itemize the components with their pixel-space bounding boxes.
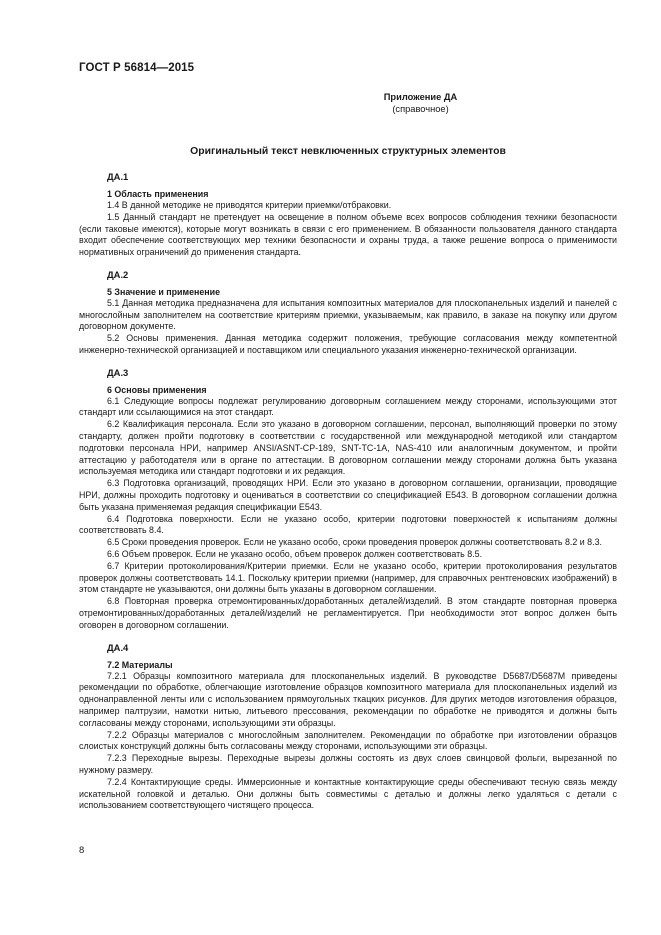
section-title: 6 Основы применения [107,384,207,395]
block-da2 [79,269,617,357]
standard-designation: ГОСТ Р 56814—2015 [79,62,195,74]
appendix-heading [224,92,617,115]
paragraph: 7.2.3 Переходные вырезы. Переходные вырезы должны состоять из двух слоев свинцовой фольги, вырезанной по нужному размеру. [79,753,617,775]
block-da3 [79,367,617,632]
block-da4 [79,642,617,812]
main-title: Оригинальный текст невключенных структурных элементов [190,146,506,157]
paragraph: 5.1 Данная методика предназначена для испытания композитных материалов для плоскопанельных изделий и панелей с многослойным заполнителем на соответствие критериям приемки, указываемым, как правило, в заказе на покупку или другом договорном документе. [79,297,617,332]
paragraph: 1.4 В данной методике не приводятся критерии приемки/отбраковки. [107,199,392,210]
block-da1 [79,171,617,259]
appendix-title: Приложение ДА [383,92,458,102]
section-title: 1 Область применения [107,189,209,199]
block-label: ДА.1 [107,171,129,182]
paragraph: 7.2.4 Контактирующие среды. Иммерсионные и контактные контактирующие среды обеспечивают тесную связь между искательной головкой и деталью. Они должны быть совместимы с деталью и должны легко удаляться с детали с использованием соответствующего чистящего процесса. [79,776,617,811]
paragraph: 1.5 Данный стандарт не претендует на освещение в полном объеме всех вопросов соблюдения техники безопасности (если таковые имеются), которые могут возникать в связи с его применением. В обязанности пользователя данного стандарта входит обеспечение соответствующих мер техники безопасности и охраны труда, а также решение вопроса о применимости нормативных ограничений до применения стандарта. [79,211,617,258]
page-number: 8 [79,845,85,856]
appendix-subtitle: (справочное) [392,103,449,114]
paragraph: 6.6 Объем проверок. Если не указано особо, объем проверок должен соответствовать 8.5. [107,549,483,560]
paragraph: 6.3 Подготовка организаций, проводящих НРИ. Если это указано в договорном соглашении, организации, проводящие НРИ, должны проходить подготовку и оцениваться в соответствии со спецификацией E543. В договорном соглашении должна быть указана применяемая редакция спецификации E543. [79,478,617,512]
block-label: ДА.3 [107,366,129,378]
paragraph: 6.8 Повторная проверка отремонтированных/доработанных деталей/изделий. В этом стандарте повторная проверка отремонтированных/доработанных деталей/изделий не регламентируется. При необходимости этот вопрос должен быть оговорен в договорном соглашении. [79,596,617,630]
paragraph: 6.7 Критерии протоколирования/Критерии приемки. Если не указано особо, критерии протоколирования результатов проверок должны соответствовать 14.1. Поскольку критерии приемки (например, для справочных рентгеновских изображений) в этом стандарте не указываются, они должны быть указаны в договорном соглашении. [79,560,617,595]
paragraph: 7.2.2 Образцы материалов с многослойным заполнителем. Рекомендации по обработке при изготовлении образцов слоистых конструкций должны быть согласованы между сторонами, использующими эти образцы. [79,729,617,752]
section-title: 5 Значение и применение [107,286,221,297]
paragraph: 6.5 Сроки проведения проверок. Если не указано особо, сроки проведения проверок должны соответствовать 8.2 и 8.3. [107,537,602,548]
paragraph: 7.2.1 Образцы композитного материала для плоскопанельных изделий. В руководстве D5687/D5687M приведены рекомендации по обработке, облегчающие изготовление образцов композитного материала для плоскопанельных изделий из однонаправленной ленты или с использованием прямоугольных ткацких рисунков. Для других методов изготовления образцов, например палтрузии, намотки нитью, литьевого прессования, рекомендации по обработке не приводятся и должны быть согласованы между сторонами, использующими эти образцы. [79,670,617,728]
paragraph: 6.4 Подготовка поверхности. Если не указано особо, критерии подготовки поверхностей к испытаниям должны соответствовать 8.4. [79,513,617,536]
block-label: ДА.4 [107,641,129,653]
block-label: ДА.2 [107,268,129,280]
paragraph: 5.2 Основы применения. Данная методика содержит положения, требующие согласования между компетентной инженерно-технической организацией и поставщиком или специального указания инженерно-технической организации. [79,333,617,355]
section-title: 7.2 Материалы [107,659,173,670]
paragraph: 6.1 Следующие вопросы подлежат регулированию договорным соглашением между сторонами, использующими этот стандарт или ссылающимися на этот стандарт. [79,395,617,418]
paragraph: 6.2 Квалификация персонала. Если это указано в договорном соглашении, персонал, выполняющий проверки по этому стандарту, должен пройти подготовку в соответствии с государственной или международной методикой или стандартом подготовки персонала НРИ, например ANSI/ASNT-CP-189, SNT-TC-1A, NAS-410 или аналогичным документом, и пройти аттестацию у работодателя или в органе по аттестации. В договорном соглашении между сторонами должна быть указана используемая методика или стандарт подготовки и их редакция. [79,419,617,477]
